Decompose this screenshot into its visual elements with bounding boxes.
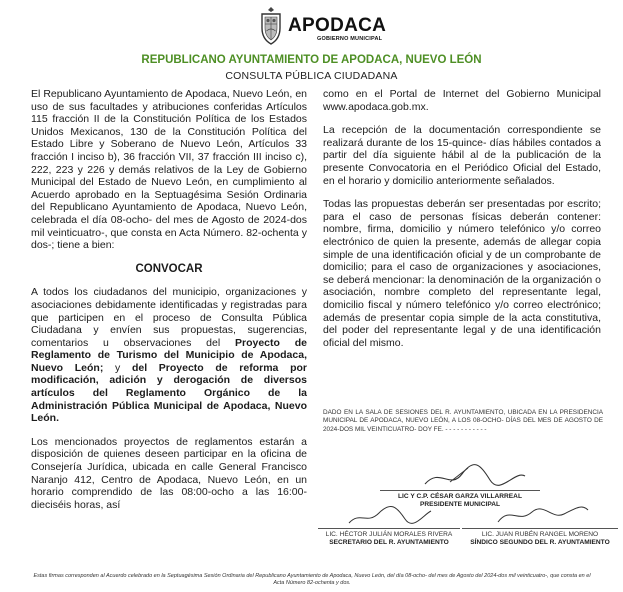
secretary-name: LIC. HÉCTOR JULIÁN MORALES RIVERA [325,531,453,538]
page-header [0,6,623,50]
president-role: PRESIDENTE MUNICIPAL [419,501,501,508]
signature-line [318,528,460,529]
brand-name: APODACA [288,15,387,36]
president-name: LIC Y C.P. CÉSAR GARZA VILLARREAL [398,493,522,500]
requirements-paragraph: Todas las propuestas deberán ser presentadas por escrito; para el caso de personas físicas deberán contener: nombre, firma, domicilio y número telefónico y/o correo electrónico de quien la presente, además de allegar copia simple de una identificación oficial y de un comprobante de domicilio; para el caso de organizaciones y asociaciones, se deberá mencionar: la denominación de la organización o asociación, nombre completo del representante legal, domicilio fiscal y número telefónico y/o correo electrónico; además de presentar copia simple de la acta constitutiva, del poder del representante legal y de una identificación oficial del mismo. [323,198,601,349]
secretary-role: SECRETARIO DEL R. AYUNTAMIENTO [329,539,449,546]
secretary-signature-block [318,528,460,547]
page-subtitle: CONSULTA PÚBLICA CIUDADANA [225,70,398,82]
availability-paragraph: Los mencionados proyectos de reglamentos estarán a disposición de quienes deseen participar en la oficina de Consejería Jurídica, ubicada en calle General Francisco Naranjo 412, Centro de Apodaca, Nuevo León, en un horario comprendido de las 08:00-ocho a las 16:00-dieciséis horas, así [31,435,307,511]
call-conjunction: y [103,361,132,374]
syndic-signature-block [462,528,618,547]
signature-line [462,528,618,529]
signature-line [380,490,540,491]
president-signature [420,462,530,492]
convocar-heading: CONVOCAR [135,262,203,275]
project-tourism: Proyecto de Reglamento de Turismo del Municipio de Apodaca, Nuevo León; [31,336,307,374]
footer-note: Estas firmas corresponden al Acuerdo celebrado en la Septuagésima Sesión Ordinaria del Republicano Ayuntamiento de Apodaca, Nuevo León, del día 08-ocho- del mes de Agosto del 2024-dos mil veinticuatro-, que consta en el Acta Número 82-ochenta y dos. [33,573,591,586]
portal-paragraph: como en el Portal de Internet del Gobierno Municipal www.apodaca.gob.mx. [323,88,601,113]
syndic-role: SÍNDICO SEGUNDO DEL R. AYUNTAMIENTO [470,539,610,546]
syndic-signature [492,500,592,528]
left-column [31,88,307,522]
right-column [323,88,601,360]
page-title: REPUBLICANO AYUNTAMIENTO DE APODACA, NUEVO LEÓN [141,54,482,66]
secretary-signature [345,503,435,529]
brand-subtitle: GOBIERNO MUNICIPAL [317,36,383,42]
project-reform: del Proyecto de reforma por modificación, adición y derogación de diversos artículos del Reglamento Orgánico de la Administración Pública Municipal de Apodaca, Nuevo León. [31,361,307,425]
syndic-name: LIC. JUAN RUBÉN RANGEL MORENO [481,531,599,538]
call-paragraph [31,286,307,425]
reception-paragraph: La recepción de la documentación correspondiente se realizará durante de los 15-quince- días hábiles contados a partir del día siguiente hábil al de la publicación de la presente Convocatoria en el Periódico Oficial del Estado, en el horario y domicilio anteriormente señalados. [323,124,601,187]
intro-paragraph: El Republicano Ayuntamiento de Apodaca, Nuevo León, en uso de sus facultades y atribuciones conferidas Artículos 115 fracción II de la Constitución Política de los Estados Unidos Mexicanos, 130 de la Constitución Política del Estado Libre y Soberano de Nuevo León, Artículos 33 fracción I inciso b), 36 fracción VII, 37 fracción III inciso c), 222, 223 y 226 y demás relativos de la Ley de Gobierno Municipal del Estado de Nuevo León, en cumplimiento al Acuerdo aprobado en la Septuagésima Sesión Ordinaria del Republicano Ayuntamiento de Apodaca, Nuevo León, celebrada el día 08-ocho- del mes de Agosto de 2024-dos mil veinticuatro-, que consta en Acta Número. 82-ochenta y dos-; tiene a bien: [31,88,307,252]
call-text: A todos los ciudadanos del municipio, organizaciones y asociaciones debidamente identificadas y registradas para que participen en el proceso de Consulta Pública Ciudadana y envíen sus propuestas, sugerencias, comentarios u observaciones del [31,286,307,349]
session-notice: DADO EN LA SALA DE SESIONES DEL R. AYUNTAMIENTO, UBICADA EN LA PRESIDENCIA MUNICIPAL DE APODACA, NUEVO LEÓN, A LOS 08-OCHO- DÍAS DEL MES DE AGOSTO DE 2024-DOS MIL VEINTICUATRO- DOY FE. - - - - - - - - - - - [323,409,603,433]
municipal-seal-icon [258,6,284,46]
